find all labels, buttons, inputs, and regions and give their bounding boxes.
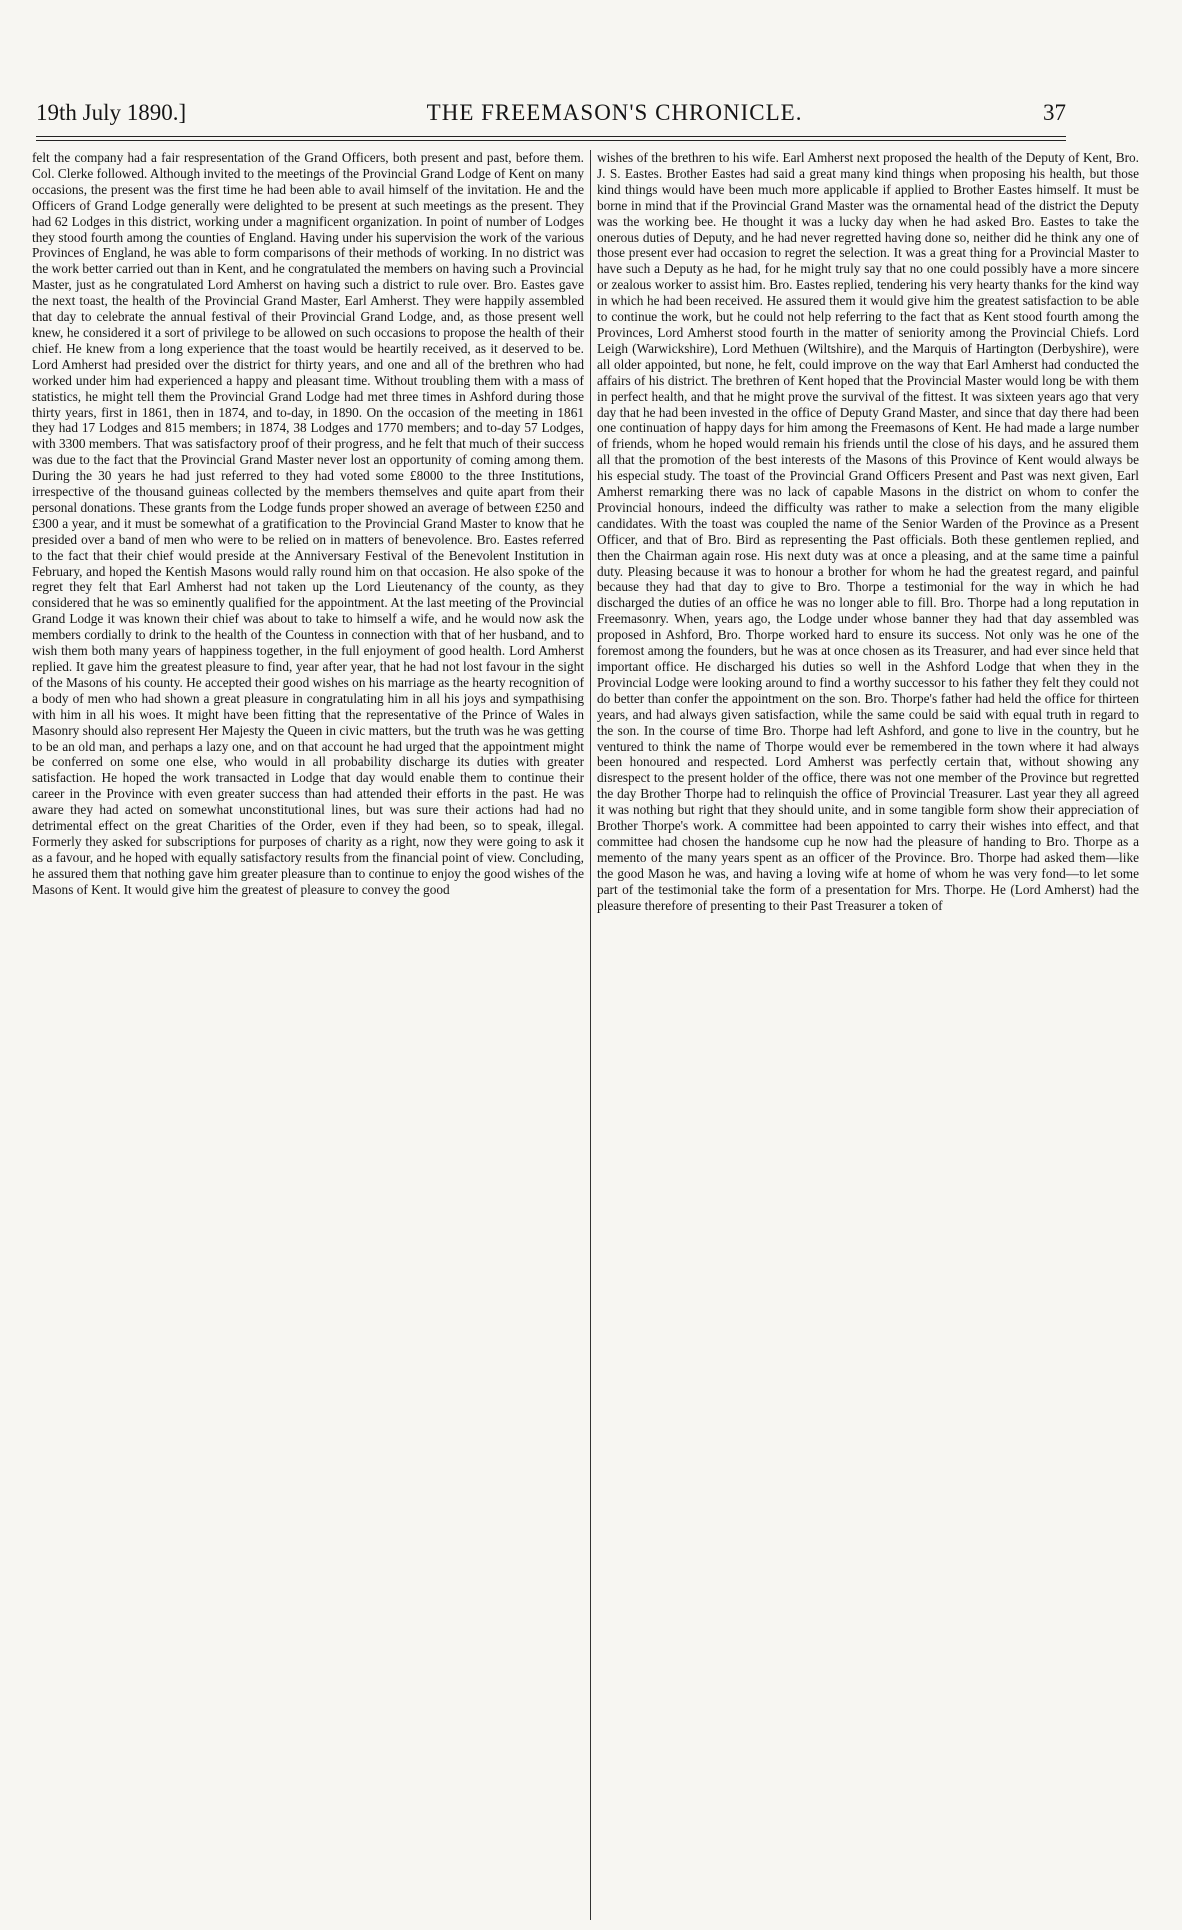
page-number: 37: [1042, 100, 1066, 125]
issue-date: 19th July 1890.]: [36, 100, 187, 125]
right-column: [597, 150, 1139, 1920]
header-rule: [36, 136, 1066, 137]
publication-title: THE FREEMASON'S CHRONICLE.: [426, 100, 803, 125]
header-rule-thin: [36, 140, 1066, 141]
right-column-text: wishes of the brethren to his wife. Earl Amherst next proposed the health of the Deputy of Kent, Bro. J. S. Eastes. Brother Eastes had said a great many kind things when proposing his health, but those kind things would have been much more applicable if applied to Brother Eastes himself. It must be borne in mind that if the Provincial Grand Master was the ornamental head of the district the Deputy was the working bee. He thought it was a lucky day when he had asked Bro. Eastes to take the onerous duties of Deputy, and he had never regretted having done so, neither did he think any one of those present ever had occasion to regret the selection. It was a great thing for a Provincial Master to have such a Deputy as he had, for he might truly say that no one could possibly have a more sincere or zealous worker to assist him. Bro. Eastes replied, tendering his very hearty thanks for the kind way in which he had been received. He assured them it would give him the greatest satisfaction to be able to continue the work, but he could not help referring to the fact that as Kent stood fourth among the Provinces, Lord Amherst stood fourth in the matter of seniority among the Provincial Chiefs. Lord Leigh (Warwickshire), Lord Methuen (Wiltshire), and the Marquis of Hartington (Derbyshire), were all older appointed, but none, he felt, could improve on the way that Earl Amherst had conducted the affairs of his district. The brethren of Kent hoped that the Provincial Master would long be with them in perfect health, and that he might prove the survival of the fittest. It was sixteen years ago that very day that he had been invested in the office of Deputy Grand Master, and since that day there had been one continuation of happy days for him among the Freemasons of Kent. He had made a large number of friends, whom he hoped would remain his friends until the close of his days, and he assured them all that the promotion of the best interests of the Masons of this Province of Kent would always be his especial study. The toast of the Provincial Grand Officers Present and Past was next given, Earl Amherst remarking there was no lack of capable Masons in the district on whom to confer the Provincial honours, indeed the difficulty was rather to make a selection from the many eligible candidates. With the toast was coupled the name of the Senior Warden of the Province as a Present Officer, and that of Bro. Bird as representing the Past officials. Both these gentlemen replied, and then the Chairman again rose. His next duty was at once a pleasing, and at the same time a painful duty. Pleasing because it was to honour a brother for whom he had the greatest regard, and painful because they had that day to give to Bro. Thorpe a testimonial for the way in which he had discharged the duties of an office he was no longer able to fill. Bro. Thorpe had a long reputation in Freemasonry. When, years ago, the Lodge under whose banner they had that day assembled was proposed in Ashford, Bro. Thorpe worked hard to ensure its success. Not only was he one of the foremost among the founders, but he was at once chosen as its Treasurer, and had ever since held that important office. He discharged his duties so well in the Ashford Lodge that when they in the Provincial Lodge were looking around to find a worthy successor to his father they felt they could not do better than confer the appointment on the son. Bro. Thorpe's father had held the office for thirteen years, and had always given satisfaction, while the same could be said with equal truth in regard to the son. In the course of time Bro. Thorpe had left Ashford, and gone to live in the country, but he ventured to think the name of Thorpe would ever be remembered in the town where it had always been honoured and respected. Lord Amherst was perfectly certain that, without showing any disrespect to the present holder of the office, there was not one member of the Province but regretted the day Brother Thorpe had to relinquish the office of Provincial Treasurer. Last year they all agreed it was nothing but right that they should unite, and in some tangible form show their appreciation of Brother Thorpe's work. A committee had been appointed to carry their wishes into effect, and that committee had chosen the handsome cup he now had the pleasure of handing to Bro. Thorpe as a memento of the many years spent as an officer of the Province. Bro. Thorpe had asked them—like the good Mason he was, and having a loving wife at home of whom he was very fond—to let some part of the testimonial take the form of a presentation for Mrs. Thorpe. He (Lord Amherst) had the pleasure therefore of presenting to their Past Treasurer a token of: [597, 150, 1139, 913]
page-header: [36, 100, 1066, 136]
column-divider: [590, 150, 591, 1920]
left-column: [32, 150, 584, 1920]
left-column-text: felt the company had a fair respresentation of the Grand Officers, both present and past, before them. Col. Clerke followed. Although invited to the meetings of the Provincial Grand Lodge of Kent on many occasions, the present was the first time he had been able to avail himself of the invitation. He and the Officers of Grand Lodge generally were delighted to be present at such meetings as the present. They had 62 Lodges in this district, working under a magnificent organization. In point of number of Lodges they stood fourth among the counties of England. Having under his supervision the work of the various Provinces of England, he was able to form comparisons of their methods of working. In no district was the work better carried out than in Kent, and he congratulated the members on having such a Provincial Master, just as he congratulated Lord Amherst on having such a district to rule over. Bro. Eastes gave the next toast, the health of the Provincial Grand Master, Earl Amherst. They were happily assembled that day to celebrate the annual festival of their Provincial Grand Lodge, and, as those present well knew, he considered it a sort of privilege to be allowed on such occasions to propose the health of their chief. He knew from a long experience that the toast would be heartily received, as it deserved to be. Lord Amherst had presided over the district for thirty years, and one and all of the brethren who had worked under him had experienced a happy and pleasant time. Without troubling them with a mass of statistics, he might tell them the Provincial Grand Lodge had met three times in Ashford during those thirty years, first in 1861, then in 1874, and to-day, in 1890. On the occasion of the meeting in 1861 they had 17 Lodges and 815 members; in 1874, 38 Lodges and 1770 members; and to-day 57 Lodges, with 3300 members. That was satisfactory proof of their progress, and he felt that much of their success was due to the fact that the Provincial Grand Master never lost an opportunity of coming among them. During the 30 years he had just referred to they had voted some £8000 to the three Institutions, irrespective of the thousand guineas collected by the members themselves and quite apart from their personal donations. These grants from the Lodge funds proper showed an average of between £250 and £300 a year, and it must be somewhat of a gratification to the Provincial Grand Master to know that he presided over a band of men who were to be relied on in matters of benevolence. Bro. Eastes referred to the fact that their chief would preside at the Anniversary Festival of the Benevolent Institution in February, and hoped the Kentish Masons would rally round him on that occasion. He also spoke of the regret they felt that Earl Amherst had not taken up the Lord Lieutenancy of the county, as they considered that he was so eminently qualified for the appointment. At the last meeting of the Provincial Grand Lodge it was known their chief was about to take to himself a wife, and he would now ask the members cordially to drink to the health of the Countess in connection with that of her husband, and to wish them both many years of happiness together, in the full enjoyment of good health. Lord Amherst replied. It gave him the greatest pleasure to find, year after year, that he had not lost favour in the sight of the Masons of his county. He accepted their good wishes on his marriage as the hearty recognition of a body of men who had shown a great pleasure in congratulating him in all his joys and sympathising with him in all his woes. It might have been fitting that the representative of the Prince of Wales in Masonry should also represent Her Majesty the Queen in civic matters, but the truth was he was getting to be an old man, and perhaps a lazy one, and on that account he had urged that the appointment might be conferred on some one else, who would in all probability discharge its duties with greater satisfaction. He hoped the work transacted in Lodge that day would enable them to continue their career in the Province with even greater success than had attended their efforts in the past. He was aware they had acted on somewhat unconstitutional lines, but was sure their actions had had no detrimental effect on the great Charities of the Order, even if they had been, so to speak, illegal. Formerly they asked for subscriptions for purposes of charity as a right, now they were going to ask it as a favour, and he hoped with equally satisfactory results from the financial point of view. Concluding, he assured them that nothing gave him greater pleasure than to continue to enjoy the good wishes of the Masons of Kent. It would give him the greatest of pleasure to convey the good: [32, 150, 584, 897]
